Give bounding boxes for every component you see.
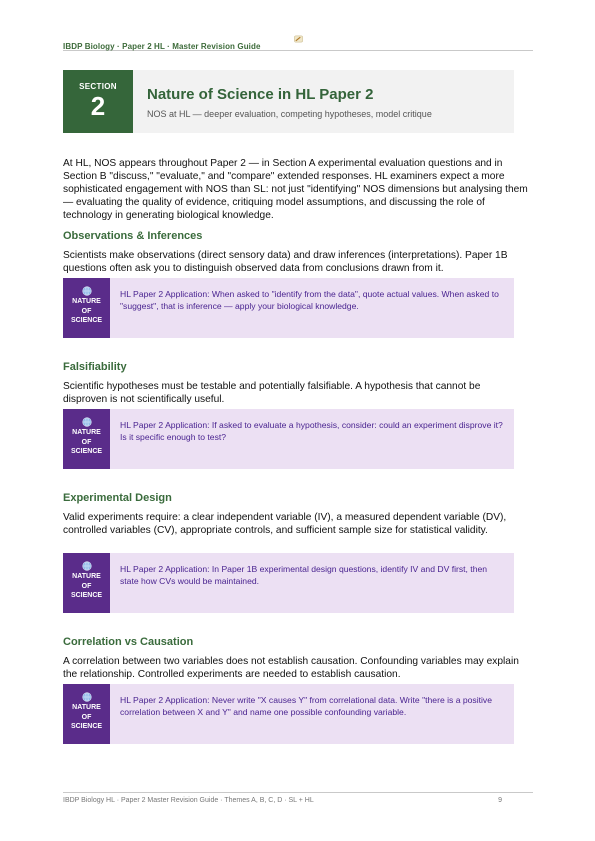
- topic-heading-falsifiability: Falsifiability: [63, 361, 127, 373]
- callout-text: HL Paper 2 Application: Never write "X causes Y" from correlational data. Write "there is a positive correlation between X and Y" and name one possible confounding variable.: [120, 695, 493, 717]
- section-subtitle: NOS at HL — deeper evaluation, competing hypotheses, model critique: [147, 109, 432, 119]
- nos-callout-observations: [63, 278, 514, 338]
- topic-body-correlation: A correlation between two variables does not establish causation. Confounding variables may explain the relationship. Controlled experiments are needed to establish causation.: [63, 656, 519, 680]
- nos-badge: [63, 278, 110, 338]
- callout-text: HL Paper 2 Application: If asked to evaluate a hypothesis, consider: could an experiment disprove it? Is it specific enough to test?: [120, 420, 503, 442]
- intro-paragraph: At HL, NOS appears throughout Paper 2 — in Section A experimental evaluation questions and in Section B "discuss," "evaluate," and "compare" extended responses. HL examiners expect a more sophisticated engagement with NOS than SL: not just "identifying" NOS dimensions but analysing them — evaluating the quality of evidence, critiquing model assumptions, and discussing the role of technology in generating biological knowledge.: [63, 158, 528, 221]
- nos-badge: [63, 409, 110, 469]
- badge-line-2: OF: [81, 582, 92, 590]
- globe-icon: [82, 692, 92, 702]
- badge-line-1: NATURE: [72, 429, 101, 436]
- nos-badge: [63, 684, 110, 744]
- topic-body-observations: Scientists make observations (direct sensory data) and draw inferences (interpretations). Paper 1B questions often ask you to distinguish observed data from conclusions drawn from it.: [63, 250, 508, 274]
- globe-icon: [82, 561, 92, 571]
- badge-line-3: SCIENCE: [70, 592, 103, 599]
- badge-line-2: OF: [81, 307, 92, 315]
- header-title: IBDP Biology · Paper 2 HL · Master Revision Guide: [63, 42, 261, 51]
- topic-heading-observations: Observations & Inferences: [63, 230, 203, 242]
- badge-line-1: NATURE: [72, 704, 101, 711]
- footer-text: IBDP Biology HL · Paper 2 Master Revision Guide · Themes A, B, C, D · SL + HL: [63, 797, 314, 804]
- section-label: SECTION: [79, 82, 117, 91]
- running-footer: [63, 792, 533, 804]
- topic-heading-correlation: Correlation vs Causation: [63, 636, 194, 648]
- nos-callout-experimental-design: [63, 553, 514, 613]
- badge-line-3: SCIENCE: [70, 317, 103, 324]
- running-header: [63, 36, 533, 51]
- callout-text: HL Paper 2 Application: When asked to "identify from the data", quote actual values. When asked to "suggest", that is inference — apply your biological knowledge.: [120, 289, 499, 311]
- section-number-box: [63, 70, 133, 133]
- callout-text: HL Paper 2 Application: In Paper 1B experimental design questions, identify IV and DV first, then state how CVs would be maintained.: [120, 564, 488, 586]
- badge-line-1: NATURE: [72, 573, 101, 580]
- badge-line-3: SCIENCE: [70, 448, 103, 455]
- topic-body-experimental-design: Valid experiments require: a clear independent variable (IV), a measured dependent variable (DV), controlled variables (CV), appropriate controls, and sufficient sample size for statistical validity.: [63, 512, 507, 536]
- topic-body-falsifiability: Scientific hypotheses must be testable and potentially falsifiable. A hypothesis that cannot be disproven is not scientifically useful.: [63, 381, 481, 405]
- pencil-icon: [294, 35, 303, 43]
- section-title: Nature of Science in HL Paper 2: [147, 86, 374, 103]
- section-number: 2: [90, 91, 106, 121]
- nos-callout-falsifiability: [63, 409, 514, 469]
- globe-icon: [82, 286, 92, 296]
- topic-heading-experimental-design: Experimental Design: [63, 492, 172, 504]
- badge-line-3: SCIENCE: [70, 723, 103, 730]
- badge-line-2: OF: [81, 713, 92, 721]
- nos-callout-correlation: [63, 684, 514, 744]
- badge-line-1: NATURE: [72, 298, 101, 305]
- page-number: 9: [498, 797, 502, 804]
- badge-line-2: OF: [81, 438, 92, 446]
- nos-badge: [63, 553, 110, 613]
- globe-icon: [82, 417, 92, 427]
- section-title-panel: [133, 70, 514, 133]
